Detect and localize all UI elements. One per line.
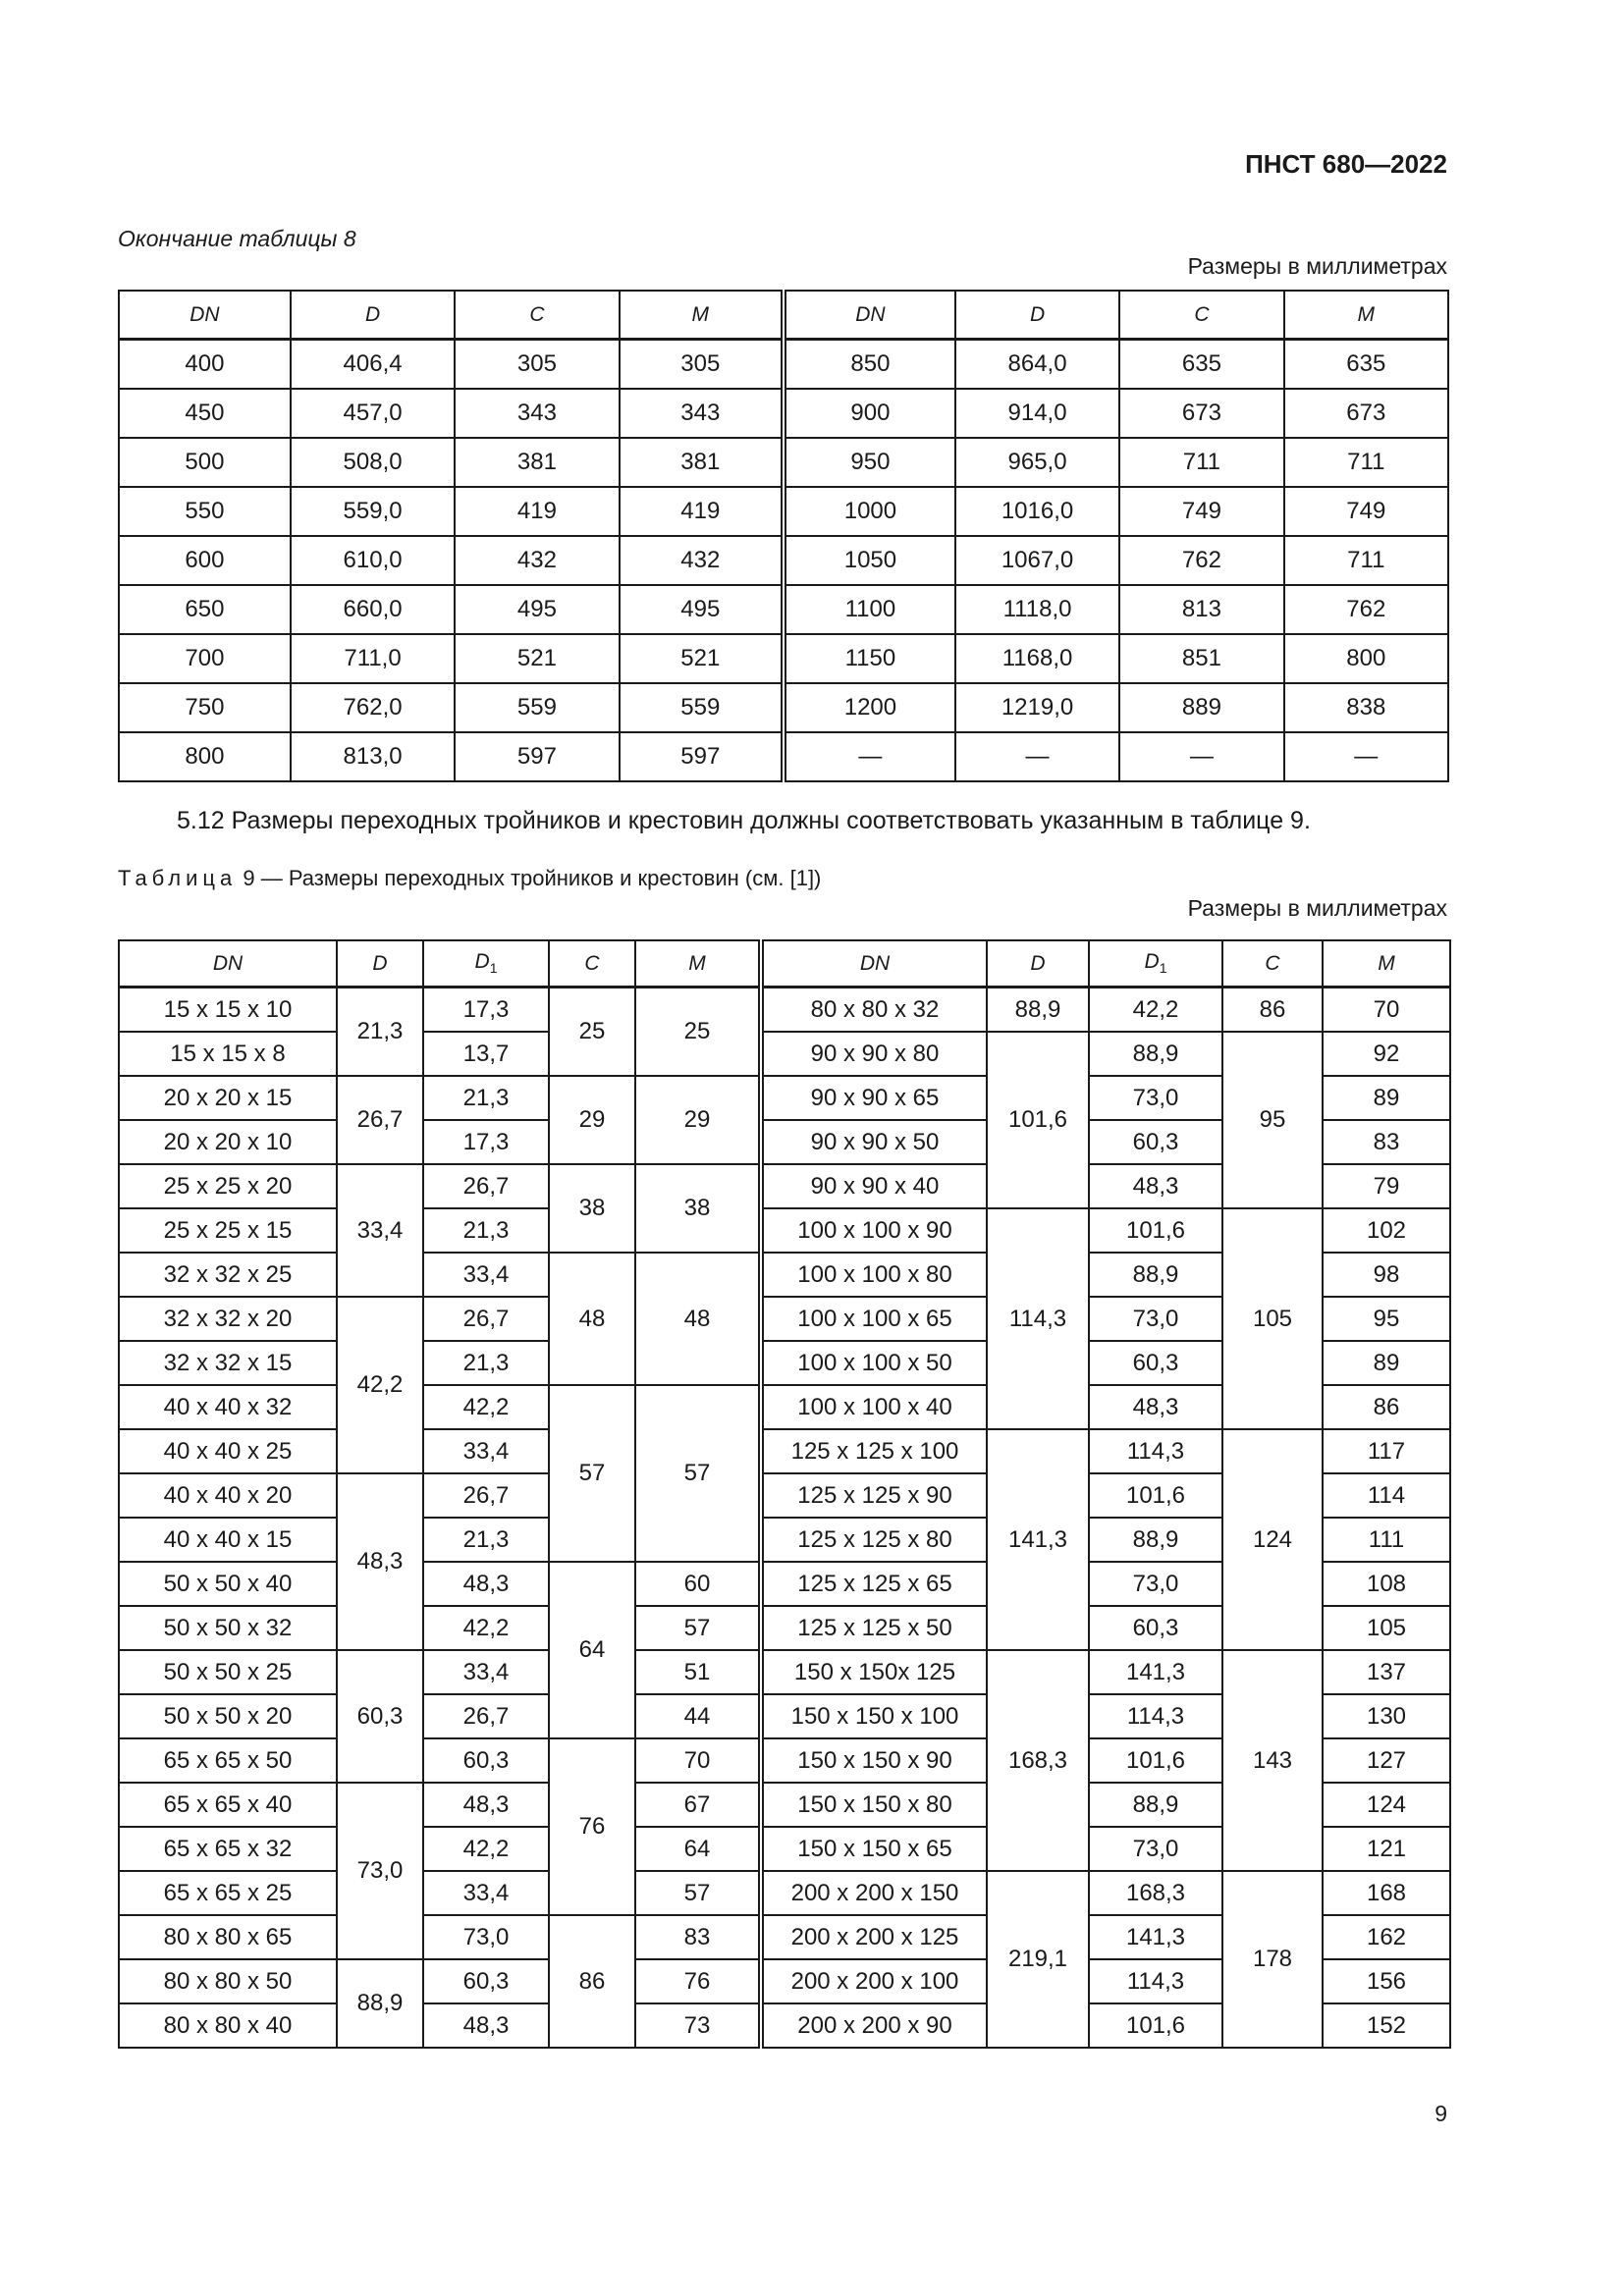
column-header bbox=[423, 940, 549, 988]
table-cell: 79 bbox=[1323, 1164, 1450, 1208]
table-cell: 559 bbox=[620, 683, 784, 732]
table-cell: 57 bbox=[635, 1606, 761, 1650]
table-cell: 156 bbox=[1323, 1959, 1450, 2003]
table-cell: 711,0 bbox=[291, 634, 455, 683]
table-cell: 42,2 bbox=[337, 1297, 423, 1473]
table-cell: 42,2 bbox=[1089, 988, 1222, 1033]
table-cell: 73,0 bbox=[423, 1915, 549, 1959]
table-cell: 21,3 bbox=[423, 1076, 549, 1120]
table-cell: 141,3 bbox=[987, 1429, 1089, 1650]
table-cell: 26,7 bbox=[423, 1164, 549, 1208]
table-row bbox=[119, 732, 1448, 781]
column-header: M bbox=[620, 291, 784, 340]
table-cell: 635 bbox=[1284, 340, 1448, 390]
table-cell: 80 x 80 x 32 bbox=[761, 988, 987, 1033]
table-cell: 86 bbox=[1323, 1385, 1450, 1429]
table-cell: 838 bbox=[1284, 683, 1448, 732]
table-cell: 42,2 bbox=[423, 1385, 549, 1429]
table-cell: — bbox=[784, 732, 955, 781]
table-cell: 495 bbox=[455, 585, 619, 634]
table-cell: 219,1 bbox=[987, 1871, 1089, 2048]
table-cell: 15 x 15 x 10 bbox=[119, 988, 337, 1033]
table-cell: 127 bbox=[1323, 1738, 1450, 1783]
table9-caption bbox=[118, 866, 821, 891]
column-header: C bbox=[1119, 291, 1283, 340]
table-cell: 95 bbox=[1222, 1032, 1323, 1208]
table-cell: 29 bbox=[635, 1076, 761, 1164]
table-cell: 125 x 125 x 50 bbox=[761, 1606, 987, 1650]
table-cell: 749 bbox=[1284, 487, 1448, 536]
table-cell: 343 bbox=[620, 389, 784, 438]
table-cell: 1000 bbox=[784, 487, 955, 536]
table-cell: 381 bbox=[455, 438, 619, 487]
table-cell: 73,0 bbox=[1089, 1827, 1222, 1871]
table-cell: 48,3 bbox=[337, 1473, 423, 1650]
table8-units-note: Размеры в миллиметрах bbox=[1187, 253, 1447, 279]
table-cell: 965,0 bbox=[955, 438, 1119, 487]
table-cell: 125 x 125 x 90 bbox=[761, 1473, 987, 1518]
table-cell: 813,0 bbox=[291, 732, 455, 781]
table-row bbox=[119, 634, 1448, 683]
table-cell: 650 bbox=[119, 585, 291, 634]
table-cell: 124 bbox=[1222, 1429, 1323, 1650]
table9-units-note: Размеры в миллиметрах bbox=[1187, 895, 1447, 921]
table-cell: 101,6 bbox=[1089, 1208, 1222, 1253]
table-cell: 26,7 bbox=[337, 1076, 423, 1164]
table-cell: 168 bbox=[1323, 1871, 1450, 1915]
table-9 bbox=[118, 939, 1451, 2049]
table-cell: 150 x 150 x 100 bbox=[761, 1694, 987, 1738]
table-cell: 105 bbox=[1222, 1208, 1323, 1429]
table-cell: 141,3 bbox=[1089, 1915, 1222, 1959]
table-cell: 25 bbox=[635, 988, 761, 1077]
table-cell: 32 x 32 x 20 bbox=[119, 1297, 337, 1341]
table-cell: 21,3 bbox=[337, 988, 423, 1077]
table8-header-row bbox=[119, 291, 1448, 340]
table-cell: 83 bbox=[1323, 1120, 1450, 1164]
column-header bbox=[1089, 940, 1222, 988]
table-cell: 101,6 bbox=[1089, 2003, 1222, 2048]
column-header: M bbox=[1284, 291, 1448, 340]
table-cell: 32 x 32 x 25 bbox=[119, 1253, 337, 1297]
table-cell: 88,9 bbox=[1089, 1518, 1222, 1562]
subscript: 1 bbox=[489, 960, 498, 977]
table-cell: 29 bbox=[549, 1076, 635, 1164]
table-cell: 57 bbox=[635, 1871, 761, 1915]
table-cell: 1168,0 bbox=[955, 634, 1119, 683]
table-cell: 100 x 100 x 80 bbox=[761, 1253, 987, 1297]
table-row bbox=[119, 988, 1450, 1033]
table-cell: 67 bbox=[635, 1783, 761, 1827]
table-cell: 1067,0 bbox=[955, 536, 1119, 585]
table-cell: 305 bbox=[620, 340, 784, 390]
table-cell: 13,7 bbox=[423, 1032, 549, 1076]
table-cell: 60,3 bbox=[1089, 1341, 1222, 1385]
table-cell: 864,0 bbox=[955, 340, 1119, 390]
table-cell: 83 bbox=[635, 1915, 761, 1959]
table-cell: — bbox=[955, 732, 1119, 781]
table-cell: 114,3 bbox=[1089, 1429, 1222, 1473]
table-cell: 200 x 200 x 125 bbox=[761, 1915, 987, 1959]
column-header: D bbox=[955, 291, 1119, 340]
table-cell: 48 bbox=[549, 1253, 635, 1385]
table-cell: 800 bbox=[119, 732, 291, 781]
table-cell: 711 bbox=[1284, 536, 1448, 585]
table-8 bbox=[118, 290, 1449, 782]
table-cell: 26,7 bbox=[423, 1297, 549, 1341]
table-cell: 90 x 90 x 80 bbox=[761, 1032, 987, 1076]
table-cell: 105 bbox=[1323, 1606, 1450, 1650]
table-cell: 762 bbox=[1284, 585, 1448, 634]
table-cell: 50 x 50 x 25 bbox=[119, 1650, 337, 1694]
table-cell: 21,3 bbox=[423, 1208, 549, 1253]
table-cell: 40 x 40 x 20 bbox=[119, 1473, 337, 1518]
table-cell: 125 x 125 x 80 bbox=[761, 1518, 987, 1562]
table-cell: 48,3 bbox=[423, 1562, 549, 1606]
table-cell: 1150 bbox=[784, 634, 955, 683]
table-cell: 889 bbox=[1119, 683, 1283, 732]
table-cell: 673 bbox=[1284, 389, 1448, 438]
table-cell: 150 x 150 x 65 bbox=[761, 1827, 987, 1871]
table-cell: 25 bbox=[549, 988, 635, 1077]
table-cell: 50 x 50 x 20 bbox=[119, 1694, 337, 1738]
column-header: DN bbox=[119, 291, 291, 340]
table-cell: 64 bbox=[549, 1562, 635, 1738]
table-cell: 80 x 80 x 65 bbox=[119, 1915, 337, 1959]
table-cell: 168,3 bbox=[987, 1650, 1089, 1871]
table-cell: 100 x 100 x 90 bbox=[761, 1208, 987, 1253]
table-cell: 65 x 65 x 25 bbox=[119, 1871, 337, 1915]
table-cell: 90 x 90 x 50 bbox=[761, 1120, 987, 1164]
table-cell: 749 bbox=[1119, 487, 1283, 536]
table-cell: — bbox=[1284, 732, 1448, 781]
table-cell: 15 x 15 x 8 bbox=[119, 1032, 337, 1076]
table-cell: 86 bbox=[549, 1915, 635, 2048]
table-cell: 381 bbox=[620, 438, 784, 487]
table-cell: 21,3 bbox=[423, 1341, 549, 1385]
table-cell: 419 bbox=[620, 487, 784, 536]
table-cell: 73 bbox=[635, 2003, 761, 2048]
table-cell: 88,9 bbox=[1089, 1032, 1222, 1076]
table-cell: 1016,0 bbox=[955, 487, 1119, 536]
table-cell: 305 bbox=[455, 340, 619, 390]
table-cell: 450 bbox=[119, 389, 291, 438]
table-cell: 80 x 80 x 50 bbox=[119, 1959, 337, 2003]
table-cell: 88,9 bbox=[1089, 1253, 1222, 1297]
page-number: 9 bbox=[1435, 2101, 1447, 2126]
table-cell: 48,3 bbox=[423, 1783, 549, 1827]
table-cell: 101,6 bbox=[1089, 1473, 1222, 1518]
table-cell: 38 bbox=[635, 1164, 761, 1253]
table-row bbox=[119, 438, 1448, 487]
table-cell: 51 bbox=[635, 1650, 761, 1694]
table-cell: 100 x 100 x 40 bbox=[761, 1385, 987, 1429]
table-cell: 114,3 bbox=[1089, 1959, 1222, 2003]
table-cell: 711 bbox=[1284, 438, 1448, 487]
table-cell: 150 x 150 x 90 bbox=[761, 1738, 987, 1783]
table-cell: 90 x 90 x 65 bbox=[761, 1076, 987, 1120]
paragraph-5-12: 5.12 Размеры переходных тройников и крестовин должны соответствовать указанным в таблице 9. bbox=[177, 807, 1311, 834]
table-cell: 406,4 bbox=[291, 340, 455, 390]
table-cell: 73,0 bbox=[1089, 1076, 1222, 1120]
table-cell: 80 x 80 x 40 bbox=[119, 2003, 337, 2048]
table-cell: 70 bbox=[635, 1738, 761, 1783]
table-cell: 64 bbox=[635, 1827, 761, 1871]
table-cell: 48,3 bbox=[423, 2003, 549, 2048]
table-row bbox=[119, 1650, 1450, 1694]
table-cell: 400 bbox=[119, 340, 291, 390]
table-cell: 660,0 bbox=[291, 585, 455, 634]
table-cell: 1200 bbox=[784, 683, 955, 732]
table-cell: 57 bbox=[549, 1385, 635, 1562]
table-cell: 65 x 65 x 40 bbox=[119, 1783, 337, 1827]
column-header: C bbox=[549, 940, 635, 988]
table-cell: 48,3 bbox=[1089, 1164, 1222, 1208]
column-header: D bbox=[987, 940, 1089, 988]
table-cell: 762,0 bbox=[291, 683, 455, 732]
table-cell: 800 bbox=[1284, 634, 1448, 683]
table-cell: 950 bbox=[784, 438, 955, 487]
subscript: 1 bbox=[1159, 960, 1167, 977]
table-cell: 25 x 25 x 20 bbox=[119, 1164, 337, 1208]
table-cell: 70 bbox=[1323, 988, 1450, 1033]
table-cell: 521 bbox=[455, 634, 619, 683]
table-cell: 102 bbox=[1323, 1208, 1450, 1253]
table-cell: 125 x 125 x 100 bbox=[761, 1429, 987, 1473]
table-cell: 50 x 50 x 40 bbox=[119, 1562, 337, 1606]
table-cell: 26,7 bbox=[423, 1694, 549, 1738]
table-cell: 92 bbox=[1323, 1032, 1450, 1076]
table-row bbox=[119, 487, 1448, 536]
table-cell: 141,3 bbox=[1089, 1650, 1222, 1694]
table-cell: 200 x 200 x 150 bbox=[761, 1871, 987, 1915]
table-cell: 73,0 bbox=[1089, 1297, 1222, 1341]
table-cell: 432 bbox=[620, 536, 784, 585]
table-cell: 610,0 bbox=[291, 536, 455, 585]
table-cell: — bbox=[1119, 732, 1283, 781]
table-cell: 101,6 bbox=[987, 1032, 1089, 1208]
table-cell: 89 bbox=[1323, 1076, 1450, 1120]
table-cell: 44 bbox=[635, 1694, 761, 1738]
table-cell: 343 bbox=[455, 389, 619, 438]
table-cell: 200 x 200 x 90 bbox=[761, 2003, 987, 2048]
table-cell: 20 x 20 x 15 bbox=[119, 1076, 337, 1120]
table-cell: 200 x 200 x 100 bbox=[761, 1959, 987, 2003]
table-cell: 42,2 bbox=[423, 1606, 549, 1650]
table-cell: 1050 bbox=[784, 536, 955, 585]
table-row bbox=[119, 1032, 1450, 1076]
table-cell: 65 x 65 x 50 bbox=[119, 1738, 337, 1783]
table-cell: 137 bbox=[1323, 1650, 1450, 1694]
column-header: M bbox=[635, 940, 761, 988]
table-cell: 117 bbox=[1323, 1429, 1450, 1473]
table-cell: 38 bbox=[549, 1164, 635, 1253]
table-cell: 597 bbox=[455, 732, 619, 781]
table-cell: 32 x 32 x 15 bbox=[119, 1341, 337, 1385]
table-cell: 673 bbox=[1119, 389, 1283, 438]
column-header: C bbox=[455, 291, 619, 340]
table-cell: 101,6 bbox=[1089, 1738, 1222, 1783]
table-cell: 178 bbox=[1222, 1871, 1323, 2048]
table-cell: 60,3 bbox=[1089, 1120, 1222, 1164]
table-cell: 40 x 40 x 15 bbox=[119, 1518, 337, 1562]
table-cell: 21,3 bbox=[423, 1518, 549, 1562]
table-cell: 130 bbox=[1323, 1694, 1450, 1738]
table-cell: 25 x 25 x 15 bbox=[119, 1208, 337, 1253]
column-header: D bbox=[291, 291, 455, 340]
table-cell: 33,4 bbox=[423, 1429, 549, 1473]
table-cell: 100 x 100 x 65 bbox=[761, 1297, 987, 1341]
table-cell: 114,3 bbox=[987, 1208, 1089, 1429]
table-cell: 500 bbox=[119, 438, 291, 487]
table-cell: 125 x 125 x 65 bbox=[761, 1562, 987, 1606]
table-cell: 711 bbox=[1119, 438, 1283, 487]
table-cell: 600 bbox=[119, 536, 291, 585]
table-row bbox=[119, 1871, 1450, 1915]
table-cell: 33,4 bbox=[423, 1253, 549, 1297]
table-cell: 635 bbox=[1119, 340, 1283, 390]
table-row bbox=[119, 340, 1448, 390]
table-cell: 73,0 bbox=[1089, 1562, 1222, 1606]
table-cell: 521 bbox=[620, 634, 784, 683]
table-cell: 550 bbox=[119, 487, 291, 536]
column-header: DN bbox=[784, 291, 955, 340]
table-cell: 40 x 40 x 32 bbox=[119, 1385, 337, 1429]
table-row bbox=[119, 585, 1448, 634]
table-cell: 26,7 bbox=[423, 1473, 549, 1518]
table-cell: 111 bbox=[1323, 1518, 1450, 1562]
table-cell: 150 x 150 x 80 bbox=[761, 1783, 987, 1827]
table-cell: 73,0 bbox=[337, 1783, 423, 1959]
table-cell: 432 bbox=[455, 536, 619, 585]
table-cell: 33,4 bbox=[423, 1871, 549, 1915]
column-header: D bbox=[337, 940, 423, 988]
table-cell: 750 bbox=[119, 683, 291, 732]
table-cell: 89 bbox=[1323, 1341, 1450, 1385]
table-cell: 900 bbox=[784, 389, 955, 438]
table-cell: 150 x 150x 125 bbox=[761, 1650, 987, 1694]
column-header: DN bbox=[761, 940, 987, 988]
table-row bbox=[119, 536, 1448, 585]
table-cell: 60 bbox=[635, 1562, 761, 1606]
column-header-text: D bbox=[1144, 950, 1160, 974]
table-cell: 88,9 bbox=[337, 1959, 423, 2048]
table-cell: 168,3 bbox=[1089, 1871, 1222, 1915]
table-cell: 88,9 bbox=[1089, 1783, 1222, 1827]
table-cell: 86 bbox=[1222, 988, 1323, 1033]
table9-header-row bbox=[119, 940, 1450, 988]
table-cell: 60,3 bbox=[423, 1738, 549, 1783]
table-cell: 48,3 bbox=[1089, 1385, 1222, 1429]
table-cell: 597 bbox=[620, 732, 784, 781]
table-cell: 700 bbox=[119, 634, 291, 683]
table-cell: 457,0 bbox=[291, 389, 455, 438]
table-cell: 100 x 100 x 50 bbox=[761, 1341, 987, 1385]
table8-continuation-caption: Окончание таблицы 8 bbox=[118, 226, 356, 251]
table9-caption-text: 9 — Размеры переходных тройников и крестовин (см. [1]) bbox=[243, 866, 822, 890]
table-cell: 495 bbox=[620, 585, 784, 634]
table-row bbox=[119, 683, 1448, 732]
document-code: ПНСТ 680—2022 bbox=[1245, 149, 1447, 179]
table-cell: 98 bbox=[1323, 1253, 1450, 1297]
table-cell: 65 x 65 x 32 bbox=[119, 1827, 337, 1871]
table-cell: 143 bbox=[1222, 1650, 1323, 1871]
table-cell: 1118,0 bbox=[955, 585, 1119, 634]
table-cell: 152 bbox=[1323, 2003, 1450, 2048]
table-cell: 60,3 bbox=[423, 1959, 549, 2003]
table-cell: 851 bbox=[1119, 634, 1283, 683]
table-cell: 559 bbox=[455, 683, 619, 732]
table-cell: 42,2 bbox=[423, 1827, 549, 1871]
table-cell: 124 bbox=[1323, 1783, 1450, 1827]
table-cell: 50 x 50 x 32 bbox=[119, 1606, 337, 1650]
table-cell: 57 bbox=[635, 1385, 761, 1562]
table-cell: 20 x 20 x 10 bbox=[119, 1120, 337, 1164]
table-cell: 60,3 bbox=[337, 1650, 423, 1783]
table-cell: 33,4 bbox=[337, 1164, 423, 1297]
table-row bbox=[119, 389, 1448, 438]
table-cell: 76 bbox=[635, 1959, 761, 2003]
table-cell: 1100 bbox=[784, 585, 955, 634]
table-cell: 559,0 bbox=[291, 487, 455, 536]
table-cell: 108 bbox=[1323, 1562, 1450, 1606]
table-cell: 508,0 bbox=[291, 438, 455, 487]
table-row bbox=[119, 1208, 1450, 1253]
table-cell: 60,3 bbox=[1089, 1606, 1222, 1650]
table-row bbox=[119, 1429, 1450, 1473]
table-cell: 114 bbox=[1323, 1473, 1450, 1518]
table-cell: 1219,0 bbox=[955, 683, 1119, 732]
table9-caption-label: Таблица bbox=[118, 866, 238, 890]
column-header: M bbox=[1323, 940, 1450, 988]
table-cell: 95 bbox=[1323, 1297, 1450, 1341]
table-cell: 48 bbox=[635, 1253, 761, 1385]
table-cell: 914,0 bbox=[955, 389, 1119, 438]
table-cell: 40 x 40 x 25 bbox=[119, 1429, 337, 1473]
table-cell: 33,4 bbox=[423, 1650, 549, 1694]
table-cell: 76 bbox=[549, 1738, 635, 1915]
table-cell: 88,9 bbox=[987, 988, 1089, 1033]
table-cell: 813 bbox=[1119, 585, 1283, 634]
table-cell: 762 bbox=[1119, 536, 1283, 585]
table-cell: 162 bbox=[1323, 1915, 1450, 1959]
table-cell: 17,3 bbox=[423, 1120, 549, 1164]
table-cell: 419 bbox=[455, 487, 619, 536]
column-header-text: D bbox=[474, 950, 490, 974]
table-cell: 850 bbox=[784, 340, 955, 390]
column-header: DN bbox=[119, 940, 337, 988]
table-cell: 90 x 90 x 40 bbox=[761, 1164, 987, 1208]
table-cell: 114,3 bbox=[1089, 1694, 1222, 1738]
column-header: C bbox=[1222, 940, 1323, 988]
table-cell: 17,3 bbox=[423, 988, 549, 1033]
table-cell: 121 bbox=[1323, 1827, 1450, 1871]
